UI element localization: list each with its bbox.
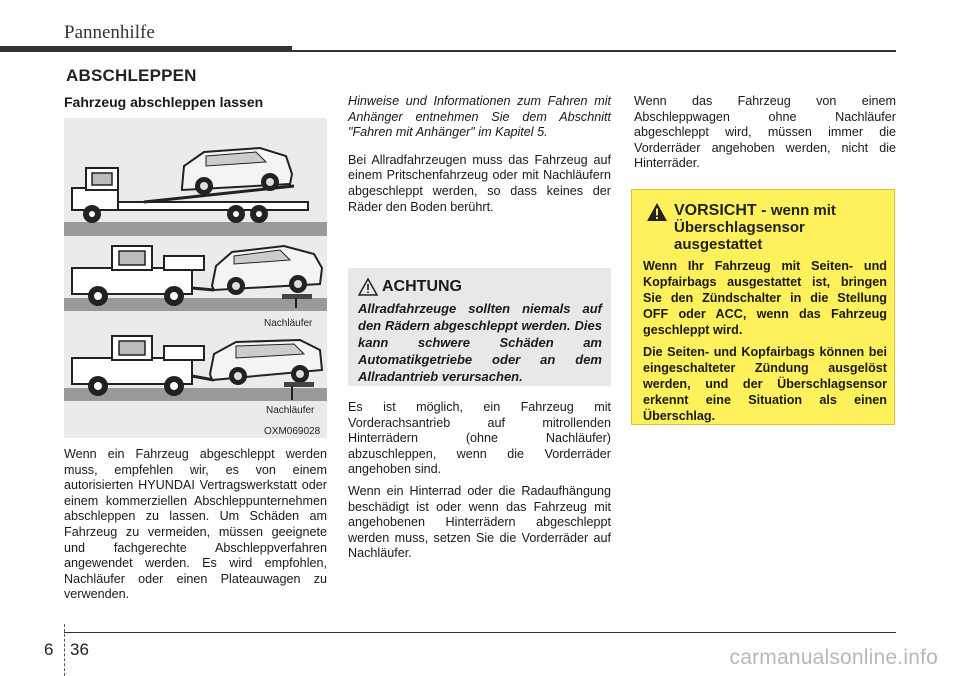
achtung-box [348,268,611,386]
subheading: Fahrzeug abschleppen lassen [64,94,264,110]
vorsicht-box [631,189,895,425]
no-dolly-paragraph: Wenn das Fahrzeug von einem Abschleppwagen ohne Nachläufer abgeschleppt wird, müssen immer die Vorderräder angehoben werden, nicht die Hinterräder. [634,94,896,171]
footer-rule [64,632,896,633]
achtung-text: Allradfahrzeuge sollten niemals auf den Rädern abgeschleppt werden. Dies kann schwere Schäden am Automatikgetriebe oder an dem Allradantrieb verursachen. [358,301,602,384]
chapter-number: 6 [44,640,54,659]
footer-divider [64,624,65,676]
column-1 [64,447,327,609]
vorsicht-paragraph-2: Die Seiten- und Kopfairbags können bei eingeschalteter Zündung ausgelöst werden, und der Überschlagsensor erkennt eine Situation als einen Überschlag. [643,345,887,423]
towing-diagram [64,118,327,438]
caution-triangle-icon [646,202,668,222]
vorsicht-paragraph-1: Wenn Ihr Fahrzeug mit Seiten- und Kopfairbags ausgestattet ist, bringen Sie den Zündschalter in die Stellung OFF oder ACC, wenn das Fahrzeug geschleppt wird. [643,259,887,337]
towing-illustration [64,118,327,438]
column-2-top [348,94,611,221]
column-2-bottom [348,400,611,568]
dolly-label-1: Nachläufer [264,318,313,329]
warning-triangle-icon [358,278,378,296]
vorsicht-text [643,258,887,430]
awd-paragraph: Bei Allradfahrzeugen muss das Fahrzeug auf einem Pritschenfahrzeug oder mit Nachläufern abgeschleppt werden, so dass keines der Räder den Boden berührt. [348,152,611,214]
figure-code: OXM069028 [264,426,321,437]
ground-strip-1 [64,222,327,236]
trailer-note: Hinweise und Informationen zum Fahren mit Anhänger entnehmen Sie dem Abschnitt "Fahren mit Anhänger" im Kapitel 5. [348,94,611,140]
section-title: ABSCHLEPPEN [66,66,197,85]
dolly-label-2: Nachläufer [266,405,315,416]
intro-paragraph: Wenn ein Fahrzeug abgeschleppt werden muss, empfehlen wir, es von einem autorisierten HYUNDAI Vertragswerkstatt oder einem kommerziellen Abschleppunternehmen abschleppen zu lassen. Um Schäden am Fahrzeug zu vermeiden, müssen geeignete und fachgerechte Abschleppverfahren angewendet werden. Es wird empfohlen, Nachläufer oder einen Plateauwagen zu verwenden. [64,447,327,602]
damage-paragraph: Wenn ein Hinterrad oder die Radaufhängung beschädigt ist oder wenn das Fahrzeug mit angehobenen Hinterrädern abgeschleppt werden muss, setzen Sie die Vorderräder auf Nachläufer. [348,483,611,561]
page-number: 36 [70,640,89,659]
chapter-title: Pannenhilfe [64,22,155,43]
vorsicht-title-main: VORSICHT - [674,202,771,219]
fwd-paragraph: Es ist möglich, ein Fahrzeug mit Vorderachsantrieb auf mitrollenden Hinterrädern (ohne Nachläufer) abzuschleppen, wenn die Vorderräder angehoben sind. [348,400,611,477]
header-rule-thick [0,46,292,52]
column-3 [634,94,896,178]
achtung-title: ACHTUNG [382,278,462,295]
flatbed-truck [72,148,308,223]
vorsicht-title [674,202,884,253]
watermark: carmanualsonline.info [729,646,938,669]
header-rule-thin [292,50,896,52]
vorsicht-title-sub: wenn mit Überschlagsensor ausgestattet [674,202,836,253]
